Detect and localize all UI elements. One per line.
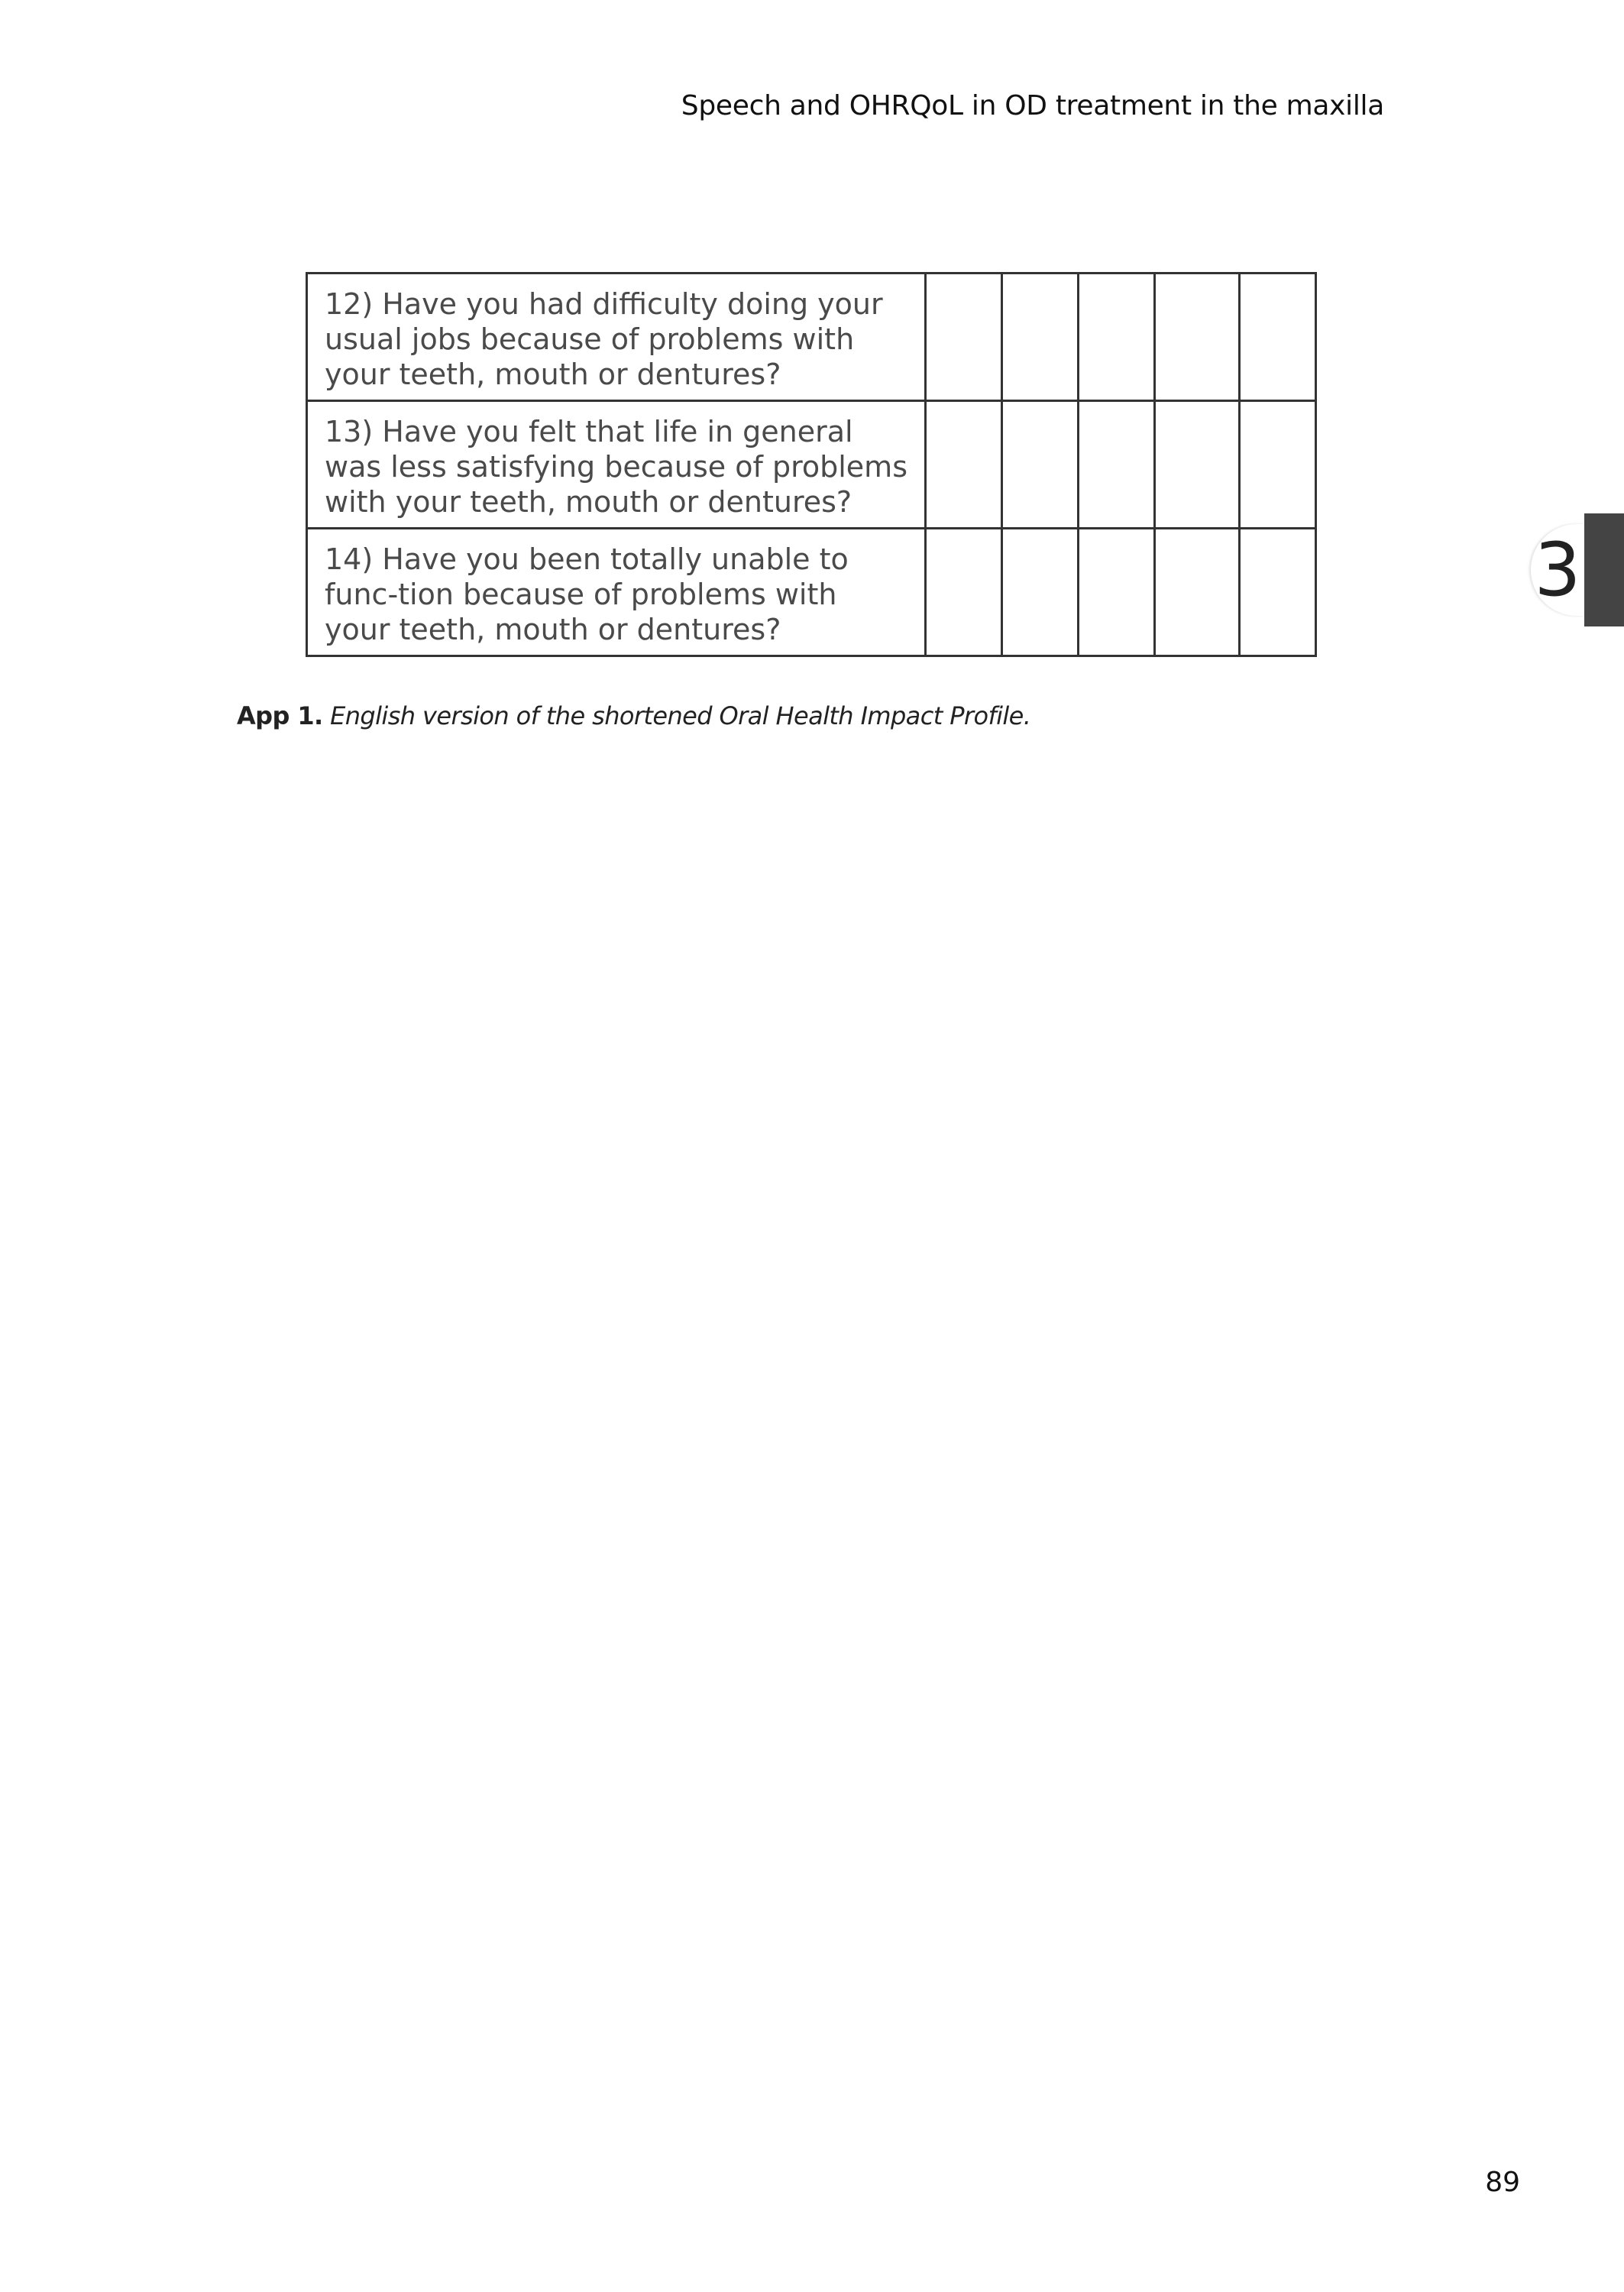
answer-box[interactable]	[1155, 529, 1239, 656]
table-row	[307, 529, 1316, 656]
question-cell: 14) Have you been totally unable to func-tion because of problems with your teeth, mouth or dentures?	[307, 529, 926, 656]
answer-box[interactable]	[925, 274, 1001, 401]
answer-box[interactable]	[1239, 274, 1315, 401]
answer-box[interactable]	[1155, 401, 1239, 529]
answer-box[interactable]	[1239, 401, 1315, 529]
table-row	[307, 274, 1316, 401]
answer-box[interactable]	[925, 401, 1001, 529]
page-number: 89	[1485, 2167, 1520, 2198]
chapter-number: 3	[1531, 524, 1584, 616]
running-header: Speech and OHRQoL in OD treatment in the maxilla	[681, 90, 1384, 121]
answer-box[interactable]	[1155, 274, 1239, 401]
table-row	[307, 401, 1316, 529]
figure-caption	[237, 701, 1030, 730]
chapter-tab	[1584, 513, 1624, 626]
answer-box[interactable]	[1079, 274, 1155, 401]
answer-box[interactable]	[1079, 529, 1155, 656]
answer-box[interactable]	[925, 529, 1001, 656]
ohip-questionnaire-table	[306, 272, 1317, 657]
answer-box[interactable]	[1079, 401, 1155, 529]
caption-label: App 1.	[237, 701, 323, 730]
answer-box[interactable]	[1002, 529, 1079, 656]
answer-box[interactable]	[1002, 401, 1079, 529]
caption-text: English version of the shortened Oral Health Impact Profile.	[330, 701, 1031, 730]
question-cell: 13) Have you felt that life in general was less satisfying because of problems with your teeth, mouth or dentures?	[307, 401, 926, 529]
question-cell: 12) Have you had difficulty doing your usual jobs because of problems with your teeth, mouth or dentures?	[307, 274, 926, 401]
answer-box[interactable]	[1002, 274, 1079, 401]
answer-box[interactable]	[1239, 529, 1315, 656]
